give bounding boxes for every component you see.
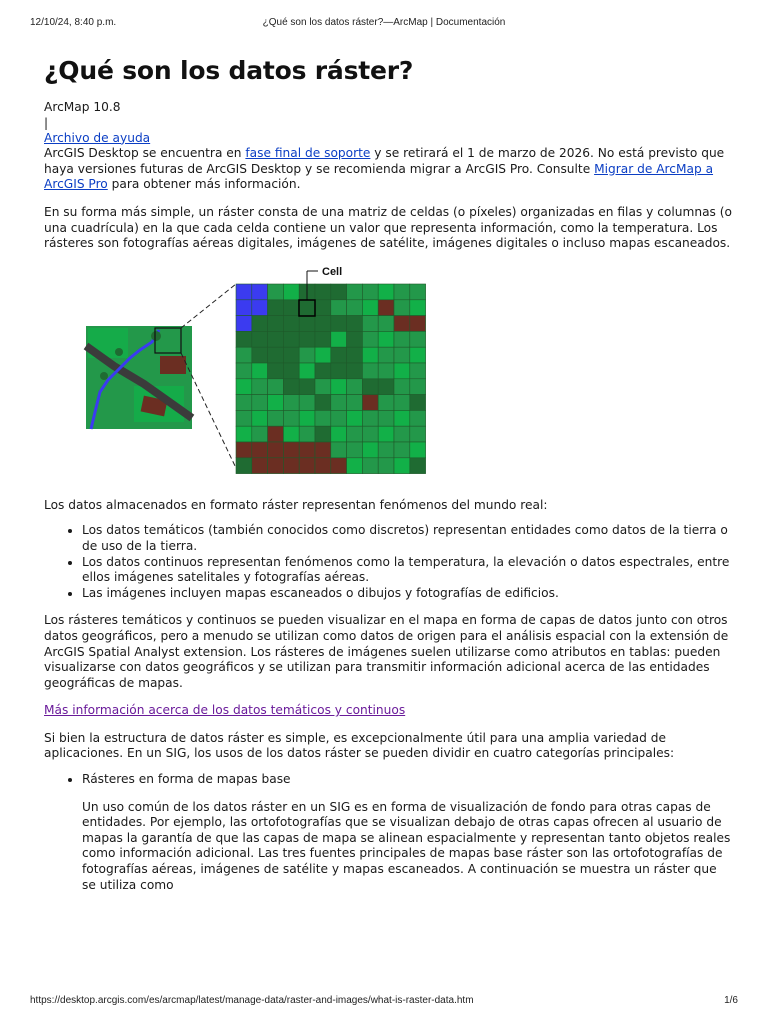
raster-cell [394, 442, 410, 458]
raster-cell [362, 347, 378, 363]
end-of-support-link[interactable]: fase final de soporte [245, 146, 371, 161]
display-paragraph: Los rásteres temáticos y continuos se pueden visualizar en el mapa en forma de capas de datos junto con otros datos geográficos, pero a menudo se utilizan como datos de origen para el análisis espacial con la extensión de ArcGIS Spatial Analyst extension. Los rásteres de imágenes suelen utilizarse como atributos en tablas: pueden visualizarse con datos geográficos y se utilizan para transmitir información adicional acerca de las entidades geográficas de mapas. [44, 613, 729, 690]
raster-cell [347, 394, 363, 410]
raster-cell [378, 331, 394, 347]
raster-cell [347, 300, 363, 316]
raster-cell [299, 331, 315, 347]
raster-cell [299, 347, 315, 363]
raster-cell [347, 284, 363, 300]
tree [115, 348, 123, 356]
raster-cell [362, 331, 378, 347]
raster-cell [362, 410, 378, 426]
raster-cell [268, 394, 284, 410]
migrate-to-pro-link[interactable]: Migrar de ArcMap a ArcGIS Pro [44, 161, 714, 192]
raster-cell [268, 331, 284, 347]
raster-cell [252, 284, 268, 300]
raster-cell [315, 347, 331, 363]
raster-cell [347, 331, 363, 347]
raster-cell [283, 458, 299, 474]
page-url: https://desktop.arcgis.com/es/arcmap/latest/manage-data/raster-and-images/what-is-raster-data.htm [30, 995, 474, 1006]
raster-cell [236, 426, 252, 442]
raster-cell [394, 300, 410, 316]
raster-cell [268, 300, 284, 316]
raster-cell [299, 379, 315, 395]
support-notice-text-1: ArcGIS Desktop se encuentra en [44, 146, 246, 161]
tree [151, 331, 161, 341]
raster-cell [347, 363, 363, 379]
list-item: • Rásteres en forma de mapas base [82, 772, 734, 788]
raster-cell [315, 284, 331, 300]
raster-cell [410, 284, 426, 300]
raster-cell [378, 347, 394, 363]
raster-cell [410, 458, 426, 474]
raster-cell [268, 410, 284, 426]
raster-cell [236, 363, 252, 379]
raster-cell [378, 300, 394, 316]
raster-cell-grid [236, 284, 426, 474]
raster-cell [394, 284, 410, 300]
tree [100, 372, 108, 380]
raster-cell [236, 331, 252, 347]
raster-cell [236, 442, 252, 458]
raster-cell [347, 315, 363, 331]
raster-cell [236, 300, 252, 316]
print-footer [0, 995, 768, 1009]
more-info-link[interactable]: Más información acerca de los datos temáticos y continuos [44, 703, 406, 718]
raster-cell [236, 315, 252, 331]
raster-diagram [44, 266, 734, 486]
building-roof [160, 356, 186, 374]
raster-cell [362, 426, 378, 442]
raster-cell [252, 363, 268, 379]
raster-cell [394, 458, 410, 474]
raster-cell [268, 315, 284, 331]
raster-cell [347, 379, 363, 395]
raster-cell [315, 458, 331, 474]
raster-cell [410, 363, 426, 379]
raster-cell [394, 410, 410, 426]
raster-cell [331, 331, 347, 347]
raster-cell [299, 394, 315, 410]
version-info [44, 100, 734, 193]
raster-cell [362, 315, 378, 331]
raster-cell [283, 379, 299, 395]
support-notice [44, 146, 734, 193]
raster-cell [331, 363, 347, 379]
raster-cell [315, 379, 331, 395]
raster-cell [236, 347, 252, 363]
help-archive-link[interactable]: Archivo de ayuda [44, 130, 151, 145]
raster-cell [283, 363, 299, 379]
raster-cell [394, 315, 410, 331]
raster-cell [331, 442, 347, 458]
raster-cell [410, 379, 426, 395]
raster-cell [378, 442, 394, 458]
raster-cell [362, 458, 378, 474]
raster-cell [236, 284, 252, 300]
raster-cell [410, 410, 426, 426]
raster-cell [410, 347, 426, 363]
raster-cell [283, 331, 299, 347]
raster-cell [331, 410, 347, 426]
raster-cell [252, 410, 268, 426]
raster-cell [394, 331, 410, 347]
raster-cell [362, 442, 378, 458]
raster-cell [378, 458, 394, 474]
intro-paragraph: En su forma más simple, un ráster consta de una matriz de celdas (o píxeles) organizadas en filas y columnas (o una cuadrícula) en la que cada celda contiene un valor que representa información, como la temperatura. Los rásteres son fotografías aéreas digitales, imágenes de satélite, imágenes digitales o incluso mapas escaneados. [44, 204, 732, 251]
raster-cell [410, 315, 426, 331]
raster-cell [347, 347, 363, 363]
raster-cell [268, 347, 284, 363]
raster-cell [252, 379, 268, 395]
raster-cell [378, 284, 394, 300]
raster-cell [362, 300, 378, 316]
raster-cell [268, 284, 284, 300]
raster-cell [299, 458, 315, 474]
print-page-title: ¿Qué son los datos ráster?—ArcMap | Documentación [262, 17, 506, 28]
raster-cell [283, 410, 299, 426]
cell-label: Cell [322, 265, 343, 278]
raster-cell [362, 284, 378, 300]
raster-cell [410, 331, 426, 347]
raster-cell [252, 331, 268, 347]
raster-cell [362, 363, 378, 379]
basemap-paragraph: Un uso común de los datos ráster en un SIG es en forma de visualización de fondo para otras capas de entidades. Por ejemplo, las ortofotografías que se visualizan debajo de otras capas ofrecen al usuario de mapas la garantía de que las capas de mapa se alinean espacialmente y representan tanto objetos reales como información adicional. Las tres fuentes principales de mapas base ráster son las ortofotografías de fotografías aéreas, imágenes de satélite y mapas escaneados. A continuación se muestra un ráster que se utiliza como [82, 799, 731, 892]
list-item: • Los datos continuos representan fenómenos como la temperatura, la elevación o datos espectrales, entre ellos imágenes satelitales y fotografías aéreas. [82, 555, 734, 586]
raster-cell [252, 442, 268, 458]
raster-cell [347, 410, 363, 426]
raster-cell [299, 426, 315, 442]
raster-cell [347, 426, 363, 442]
raster-cell [410, 442, 426, 458]
raster-cell [378, 315, 394, 331]
raster-cell [283, 315, 299, 331]
raster-cell [283, 426, 299, 442]
raster-cell [331, 426, 347, 442]
raster-cell [315, 315, 331, 331]
support-notice-text-2: y se retirará el 1 de marzo de 2026. No está previsto que haya versiones futuras de ArcGIS Desktop y se recomienda migrar a ArcGIS Pro. Consulte [44, 146, 725, 176]
raster-cell [362, 394, 378, 410]
raster-cell [315, 394, 331, 410]
raster-cell [252, 315, 268, 331]
raster-cell [331, 394, 347, 410]
raster-cell [283, 300, 299, 316]
data-types-list [44, 523, 734, 601]
raster-cell [410, 300, 426, 316]
raster-cell [394, 394, 410, 410]
page-title: ¿Qué son los datos ráster? [44, 56, 414, 85]
raster-cell [331, 347, 347, 363]
raster-cell [236, 379, 252, 395]
version-label: ArcMap 10.8 [44, 100, 121, 114]
raster-cell [331, 315, 347, 331]
raster-cell [347, 458, 363, 474]
raster-cell [331, 379, 347, 395]
raster-cell [331, 284, 347, 300]
raster-cell [410, 426, 426, 442]
raster-cell [331, 458, 347, 474]
raster-cell [315, 410, 331, 426]
raster-cell [378, 363, 394, 379]
raster-cell [315, 331, 331, 347]
raster-cell [236, 458, 252, 474]
raster-cell [394, 426, 410, 442]
raster-cell [252, 458, 268, 474]
raster-cell [299, 300, 315, 316]
raster-cell [378, 410, 394, 426]
raster-cell [268, 426, 284, 442]
raster-cell [347, 442, 363, 458]
raster-cell [394, 363, 410, 379]
raster-cell [378, 379, 394, 395]
raster-cell [283, 347, 299, 363]
raster-cell [252, 347, 268, 363]
raster-cell [268, 442, 284, 458]
raster-cell [299, 315, 315, 331]
raster-cell [315, 300, 331, 316]
raster-cell [236, 394, 252, 410]
raster-cell [252, 300, 268, 316]
raster-cell [315, 426, 331, 442]
raster-cell [299, 410, 315, 426]
aerial-image-thumbnail [86, 326, 192, 429]
raster-cell [283, 442, 299, 458]
raster-cell [252, 426, 268, 442]
list-item: • Las imágenes incluyen mapas escaneados o dibujos y fotografías de edificios. [82, 586, 734, 602]
raster-cell [315, 442, 331, 458]
raster-cell [268, 379, 284, 395]
raster-cell [252, 394, 268, 410]
raster-cell [268, 458, 284, 474]
raster-cell [283, 394, 299, 410]
article [44, 56, 734, 893]
stored-data-intro: Los datos almacenados en formato ráster representan fenómenos del mundo real: [44, 497, 548, 512]
print-header [0, 17, 768, 31]
raster-diagram-svg [44, 266, 734, 486]
raster-cell [299, 363, 315, 379]
list-item: • Los datos temáticos (también conocidos como discretos) representan entidades como datos de la tierra o de uso de la tierra. [82, 523, 734, 554]
raster-cell [315, 363, 331, 379]
separator: | [44, 115, 49, 130]
uses-list [44, 772, 734, 788]
raster-cell [236, 410, 252, 426]
raster-cell [378, 426, 394, 442]
page-number: 1/6 [724, 995, 738, 1006]
raster-cell [362, 379, 378, 395]
raster-cell [283, 284, 299, 300]
print-datetime: 12/10/24, 8:40 p.m. [30, 17, 117, 28]
raster-cell [299, 442, 315, 458]
raster-cell [378, 394, 394, 410]
uses-paragraph: Si bien la estructura de datos ráster es simple, es excepcionalmente útil para una amplia variedad de aplicaciones. En un SIG, los usos de los datos ráster se pueden dividir en cuatro categorías principales: [44, 730, 675, 761]
raster-cell [394, 347, 410, 363]
raster-cell [410, 394, 426, 410]
raster-cell [268, 363, 284, 379]
raster-cell [331, 300, 347, 316]
raster-cell [394, 379, 410, 395]
support-notice-text-3: para obtener más información. [107, 177, 301, 192]
